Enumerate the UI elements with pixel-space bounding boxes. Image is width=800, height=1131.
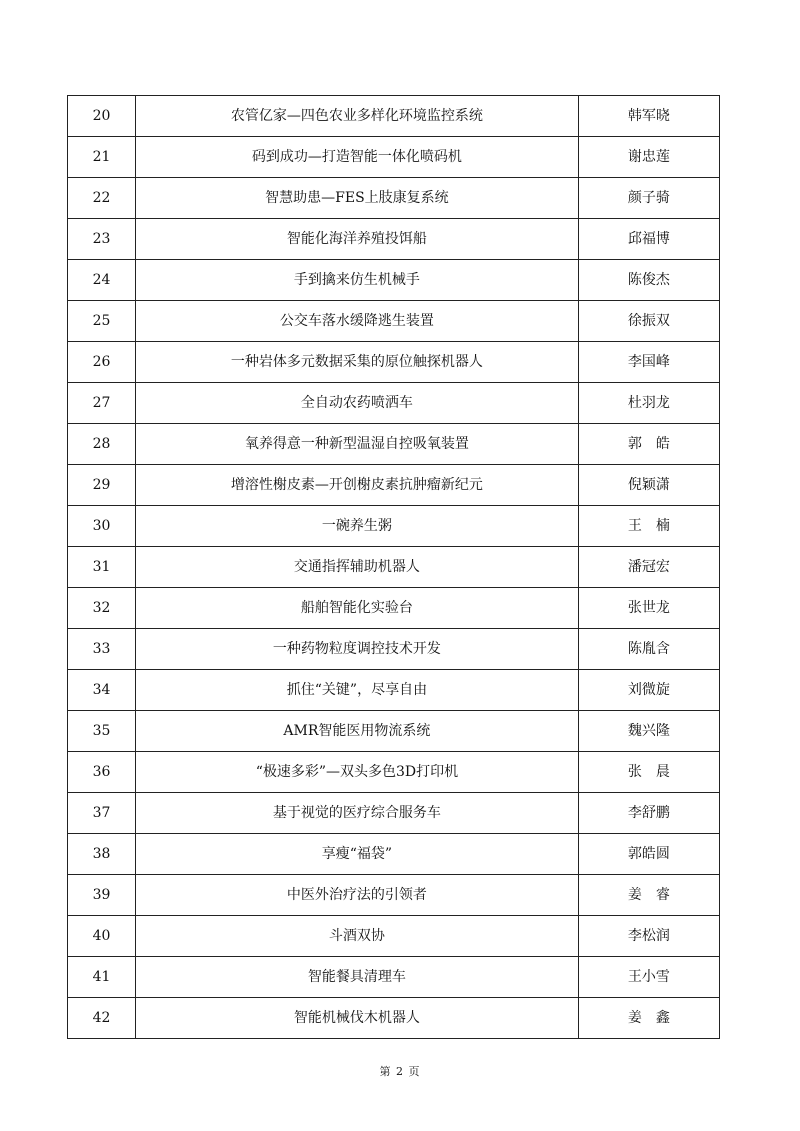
row-number-cell: 36 (68, 752, 136, 793)
row-number-cell: 26 (68, 342, 136, 383)
row-number-cell: 40 (68, 916, 136, 957)
row-number-cell: 42 (68, 998, 136, 1039)
project-title-cell: 抓住“关键”，尽享自由 (136, 670, 579, 711)
table-row (68, 711, 720, 752)
project-title-cell: 手到擒来仿生机械手 (136, 260, 579, 301)
project-title-cell: 一种岩体多元数据采集的原位触探机器人 (136, 342, 579, 383)
leader-name-cell: 张世龙 (578, 588, 719, 629)
table-row (68, 178, 720, 219)
project-title-cell: 农管亿家—四色农业多样化环境监控系统 (136, 96, 579, 137)
row-number-cell: 20 (68, 96, 136, 137)
table-row (68, 916, 720, 957)
row-number-cell: 37 (68, 793, 136, 834)
project-title-cell: 全自动农药喷洒车 (136, 383, 579, 424)
leader-name-cell: 李国峰 (578, 342, 719, 383)
leader-name-cell: 魏兴隆 (578, 711, 719, 752)
table-row (68, 383, 720, 424)
table-row (68, 547, 720, 588)
table-row (68, 629, 720, 670)
table-row (68, 998, 720, 1039)
row-number-cell: 31 (68, 547, 136, 588)
table-row (68, 260, 720, 301)
project-title-cell: 智能化海洋养殖投饵船 (136, 219, 579, 260)
leader-name-cell: 潘冠宏 (578, 547, 719, 588)
leader-name-cell: 邱福博 (578, 219, 719, 260)
row-number-cell: 33 (68, 629, 136, 670)
row-number-cell: 29 (68, 465, 136, 506)
leader-name-cell: 王小雪 (578, 957, 719, 998)
table-row (68, 137, 720, 178)
leader-name-cell: 陈俊杰 (578, 260, 719, 301)
project-title-cell: 交通指挥辅助机器人 (136, 547, 579, 588)
project-title-cell: 智能餐具清理车 (136, 957, 579, 998)
project-title-cell: AMR智能医用物流系统 (136, 711, 579, 752)
row-number-cell: 30 (68, 506, 136, 547)
leader-name-cell: 杜羽龙 (578, 383, 719, 424)
table-row (68, 588, 720, 629)
leader-name-cell: 郭皓圆 (578, 834, 719, 875)
project-title-cell: 一碗养生粥 (136, 506, 579, 547)
project-table (67, 95, 720, 1039)
leader-name-cell: 谢忠莲 (578, 137, 719, 178)
row-number-cell: 34 (68, 670, 136, 711)
row-number-cell: 28 (68, 424, 136, 465)
table-row (68, 506, 720, 547)
project-title-cell: “极速多彩”—双头多色3D打印机 (136, 752, 579, 793)
leader-name-cell: 刘微旋 (578, 670, 719, 711)
table-row (68, 342, 720, 383)
row-number-cell: 24 (68, 260, 136, 301)
table-body (68, 96, 720, 1039)
row-number-cell: 22 (68, 178, 136, 219)
table-row (68, 219, 720, 260)
project-title-cell: 氧养得意一种新型温湿自控吸氧装置 (136, 424, 579, 465)
project-title-cell: 增溶性榭皮素—开创榭皮素抗肿瘤新纪元 (136, 465, 579, 506)
leader-name-cell: 李松润 (578, 916, 719, 957)
table-row (68, 752, 720, 793)
leader-name-cell: 王 楠 (578, 506, 719, 547)
leader-name-cell: 徐振双 (578, 301, 719, 342)
project-title-cell: 享瘦“福袋” (136, 834, 579, 875)
project-title-cell: 公交车落水缓降逃生装置 (136, 301, 579, 342)
leader-name-cell: 李舒鹏 (578, 793, 719, 834)
project-title-cell: 斗酒双协 (136, 916, 579, 957)
leader-name-cell: 倪颖潇 (578, 465, 719, 506)
row-number-cell: 27 (68, 383, 136, 424)
leader-name-cell: 韩军晓 (578, 96, 719, 137)
leader-name-cell: 姜 鑫 (578, 998, 719, 1039)
leader-name-cell: 郭 皓 (578, 424, 719, 465)
project-title-cell: 智能机械伐木机器人 (136, 998, 579, 1039)
table-row (68, 301, 720, 342)
table-row (68, 670, 720, 711)
table-row (68, 793, 720, 834)
table-row (68, 96, 720, 137)
row-number-cell: 39 (68, 875, 136, 916)
row-number-cell: 23 (68, 219, 136, 260)
project-title-cell: 中医外治疗法的引领者 (136, 875, 579, 916)
leader-name-cell: 姜 睿 (578, 875, 719, 916)
table-row (68, 465, 720, 506)
row-number-cell: 38 (68, 834, 136, 875)
leader-name-cell: 张 晨 (578, 752, 719, 793)
leader-name-cell: 陈胤含 (578, 629, 719, 670)
row-number-cell: 21 (68, 137, 136, 178)
leader-name-cell: 颜子骑 (578, 178, 719, 219)
row-number-cell: 35 (68, 711, 136, 752)
row-number-cell: 41 (68, 957, 136, 998)
table-row (68, 875, 720, 916)
page-footer: 第 2 页 (379, 1065, 421, 1078)
table-row (68, 424, 720, 465)
table-row (68, 957, 720, 998)
project-title-cell: 码到成功—打造智能一体化喷码机 (136, 137, 579, 178)
project-title-cell: 船舶智能化实验台 (136, 588, 579, 629)
project-title-cell: 智慧助患—FES上肢康复系统 (136, 178, 579, 219)
table-row (68, 834, 720, 875)
row-number-cell: 32 (68, 588, 136, 629)
project-title-cell: 一种药物粒度调控技术开发 (136, 629, 579, 670)
project-title-cell: 基于视觉的医疗综合服务车 (136, 793, 579, 834)
row-number-cell: 25 (68, 301, 136, 342)
